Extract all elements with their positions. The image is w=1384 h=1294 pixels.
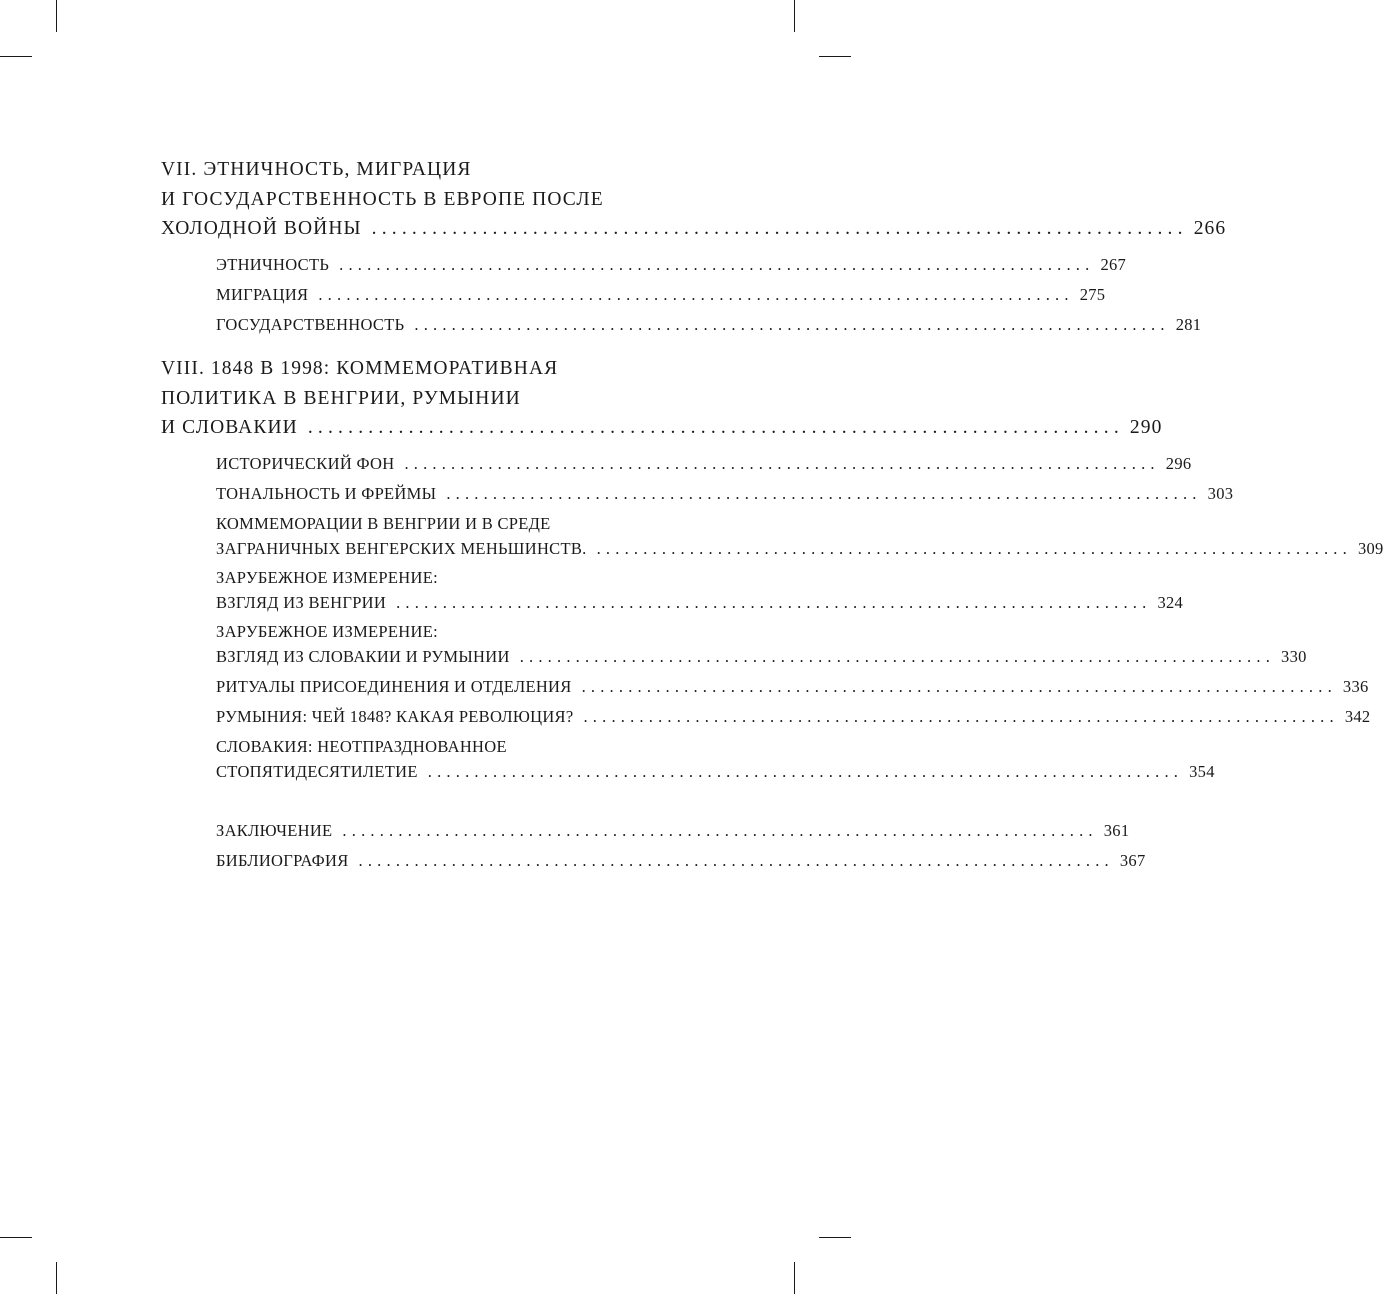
section-line — [216, 591, 1184, 616]
section-title: ИСТОРИЧЕСКИЙ ФОН — [216, 454, 395, 473]
section-line: КОММЕМОРАЦИИ В ВЕНГРИИ И В СРЕДЕ — [216, 514, 551, 533]
dot-leader: ................................................................................. — [318, 285, 1074, 304]
section-title: БИБЛИОГРАФИЯ — [216, 851, 349, 870]
toc-section — [216, 512, 1384, 561]
crop-mark-bottom-left-horizontal — [0, 1237, 32, 1238]
dot-leader: ................................................................................. — [342, 821, 1098, 840]
dot-leader: ................................................................................. — [358, 851, 1114, 870]
dot-leader: ................................................................................. — [583, 707, 1339, 726]
page-number: 267 — [1100, 255, 1127, 274]
crop-mark-top-left-vertical — [56, 0, 57, 32]
toc-section — [216, 253, 1127, 278]
section-title: ГОСУДАРСТВЕННОСТЬ — [216, 315, 405, 334]
section-title: ТОНАЛЬНОСТЬ И ФРЕЙМЫ — [216, 484, 437, 503]
dot-leader: ................................................................................. — [404, 454, 1160, 473]
chapter-title-line: ПОЛИТИКА В ВЕНГРИИ, РУМЫНИИ — [161, 387, 521, 409]
chapter-heading — [161, 354, 1163, 443]
crop-mark-bottom-right-horizontal — [819, 1237, 851, 1238]
dot-leader: ................................................................................. — [414, 315, 1170, 334]
page-number: 266 — [1193, 218, 1227, 239]
section-line: СЛОВАКИЯ: НЕОТПРАЗДНОВАННОЕ — [216, 737, 507, 756]
page-number: 290 — [1129, 417, 1163, 438]
page-number: 275 — [1079, 285, 1106, 304]
section-title: ЭТНИЧНОСТЬ — [216, 255, 330, 274]
crop-mark-top-right-vertical — [794, 0, 795, 32]
page-number: 361 — [1103, 821, 1130, 840]
page-number: 336 — [1342, 677, 1369, 696]
dot-leader: ................................................................................. — [427, 761, 1184, 781]
section-title: ЗАГРАНИЧНЫХ ВЕНГЕРСКИХ МЕНЬШИНСТВ. — [216, 538, 587, 558]
toc-section — [216, 452, 1192, 477]
dot-leader: ................................................................................. — [307, 417, 1124, 438]
chapter-title-text: И СЛОВАКИИ — [161, 417, 298, 438]
dot-leader: ................................................................................. — [581, 677, 1337, 696]
chapter-title-line — [161, 214, 1227, 244]
crop-mark-bottom-right-vertical — [794, 1262, 795, 1294]
section-line — [216, 675, 1369, 700]
section-line — [216, 645, 1307, 670]
crop-mark-bottom-left-vertical — [56, 1262, 57, 1294]
section-title: СТОПЯТИДЕСЯТИЛЕТИЕ — [216, 761, 418, 781]
section-line — [216, 819, 1130, 844]
section-line — [216, 482, 1234, 507]
toc-section — [216, 482, 1234, 507]
toc-section — [216, 620, 1307, 669]
toc-back-matter — [216, 819, 1130, 844]
section-line — [216, 253, 1127, 278]
page-number: 354 — [1189, 761, 1215, 781]
section-title: МИГРАЦИЯ — [216, 285, 309, 304]
toc-section — [216, 705, 1371, 730]
chapter-title-line — [161, 413, 1163, 443]
toc-back-matter — [216, 849, 1146, 874]
chapter-title-line: VII. ЭТНИЧНОСТЬ, МИГРАЦИЯ — [161, 159, 472, 180]
section-line — [216, 705, 1371, 730]
section-line — [216, 313, 1202, 338]
toc-section — [216, 566, 1184, 615]
toc-section — [216, 313, 1202, 338]
page-number: 367 — [1119, 851, 1146, 870]
chapter-title-text: ХОЛОДНОЙ ВОЙНЫ — [161, 218, 362, 239]
dot-leader: ................................................................................. — [519, 646, 1276, 666]
section-line — [216, 849, 1146, 874]
section-title: ВЗГЛЯД ИЗ СЛОВАКИИ И РУМЫНИИ — [216, 646, 510, 666]
page-number: 324 — [1157, 592, 1184, 612]
section-line — [216, 537, 1384, 562]
dot-leader: ................................................................................. — [446, 484, 1202, 503]
chapter-title-line: VIII. 1848 В 1998: КОММЕМОРАТИВНАЯ — [161, 358, 559, 379]
page-number: 296 — [1165, 454, 1192, 473]
dot-leader: ................................................................................. — [396, 592, 1152, 612]
chapter-heading — [161, 155, 1227, 244]
toc-section — [216, 283, 1106, 308]
section-line: ЗАРУБЕЖНОЕ ИЗМЕРЕНИЕ: — [216, 568, 438, 587]
section-line — [216, 760, 1215, 785]
chapter-title-line: И ГОСУДАРСТВЕННОСТЬ В ЕВРОПЕ ПОСЛЕ — [161, 188, 604, 210]
toc-section — [216, 735, 1215, 784]
section-line — [216, 283, 1106, 308]
page-number: 281 — [1175, 315, 1202, 334]
section-line — [216, 452, 1192, 477]
section-title: ВЗГЛЯД ИЗ ВЕНГРИИ — [216, 592, 387, 612]
dot-leader: ................................................................................. — [596, 538, 1352, 558]
toc-section — [216, 675, 1369, 700]
crop-mark-top-right-horizontal — [819, 56, 851, 57]
page-number: 309 — [1357, 538, 1384, 558]
dot-leader: ................................................................................. — [371, 218, 1188, 239]
page-number: 303 — [1207, 484, 1234, 503]
section-title: РУМЫНИЯ: ЧЕЙ 1848? КАКАЯ РЕВОЛЮЦИЯ? — [216, 707, 574, 726]
page-number: 342 — [1344, 707, 1371, 726]
section-title: ЗАКЛЮЧЕНИЕ — [216, 821, 333, 840]
dot-leader: ................................................................................. — [339, 255, 1095, 274]
page-number: 330 — [1281, 646, 1307, 666]
section-line: ЗАРУБЕЖНОЕ ИЗМЕРЕНИЕ: — [216, 622, 438, 641]
section-title: РИТУАЛЫ ПРИСОЕДИНЕНИЯ И ОТДЕЛЕНИЯ — [216, 677, 572, 696]
crop-mark-top-left-horizontal — [0, 56, 32, 57]
